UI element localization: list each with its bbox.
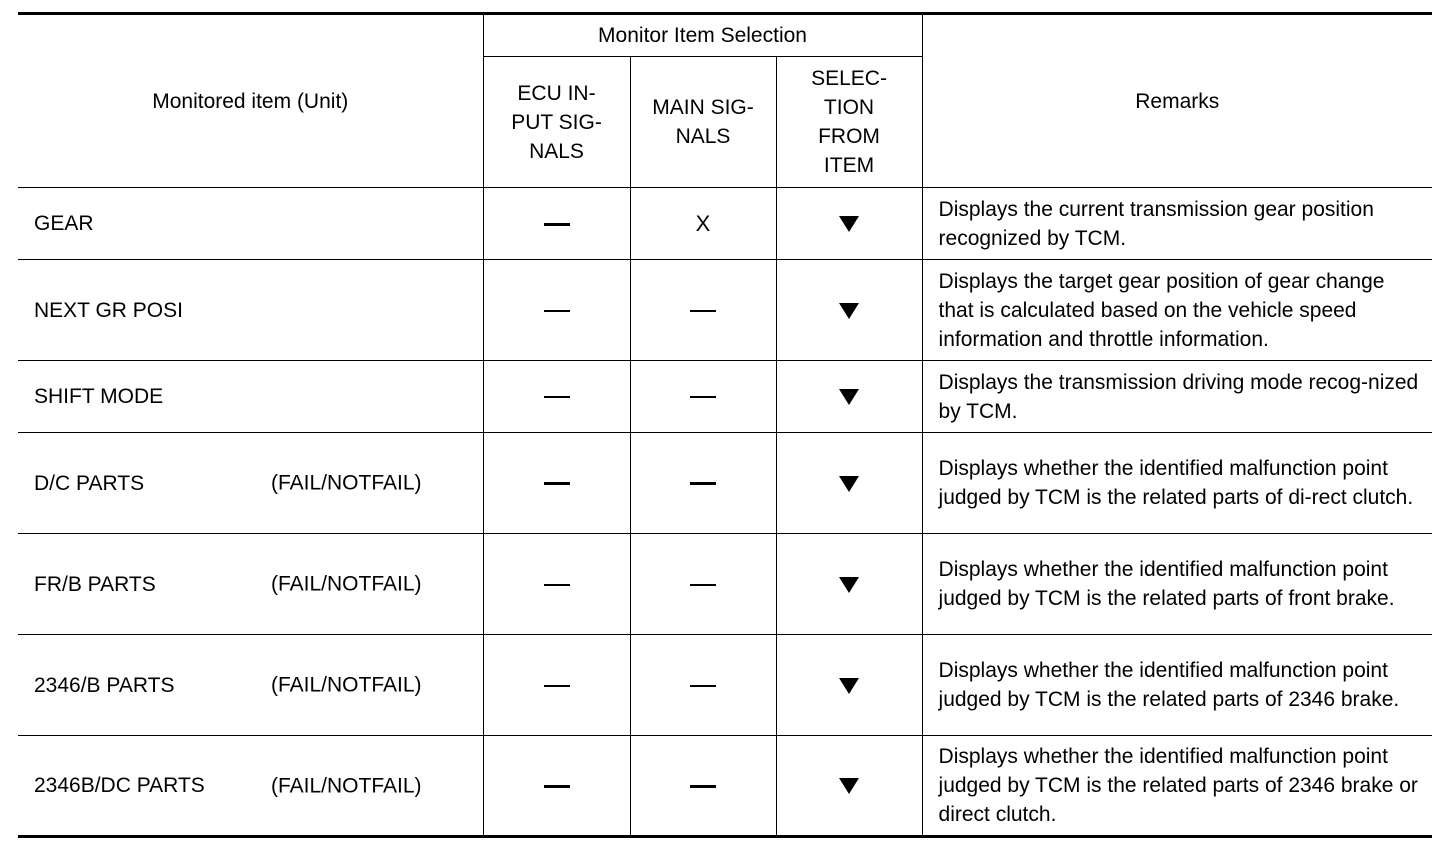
selection-from-item-cell xyxy=(776,188,922,260)
remarks-cell: Displays the target gear position of gear change that is calculated based on the vehicle speed information and throttle information. xyxy=(922,260,1432,361)
table-row xyxy=(18,361,1432,433)
dash-mark xyxy=(544,785,570,788)
triangle-down-icon xyxy=(839,216,859,232)
monitored-item-name: D/C PARTS xyxy=(34,471,145,495)
monitored-item-cell xyxy=(18,635,483,736)
ecu-input-signals-cell xyxy=(483,188,630,260)
dash-mark xyxy=(544,482,570,485)
ecu-input-signals-cell xyxy=(483,433,630,534)
monitored-item-name: 2346/B PARTS xyxy=(34,673,175,697)
selection-from-item-cell xyxy=(776,534,922,635)
monitored-item-name: FR/B PARTS xyxy=(34,572,156,596)
header-monitor-item-selection: Monitor Item Selection xyxy=(483,14,922,57)
monitored-item-name: SHIFT MODE xyxy=(34,385,164,408)
dash-mark xyxy=(690,584,716,586)
ecu-input-signals-cell xyxy=(483,635,630,736)
triangle-down-icon xyxy=(839,778,859,794)
main-signals-cell xyxy=(630,433,776,534)
monitored-item-name: 2346B/DC PARTS xyxy=(34,774,205,797)
main-signals-cell xyxy=(630,635,776,736)
x-mark: X xyxy=(695,210,711,236)
dash-mark xyxy=(544,310,570,312)
dash-mark xyxy=(544,685,570,687)
remarks-cell: Displays whether the identified malfunction point judged by TCM is the related parts of front brake. xyxy=(922,534,1432,635)
monitored-item-cell xyxy=(18,736,483,837)
monitored-item-cell xyxy=(18,188,483,260)
table-row xyxy=(18,188,1432,260)
table-row xyxy=(18,433,1432,534)
triangle-down-icon xyxy=(839,476,859,492)
main-signals-cell xyxy=(630,736,776,837)
header-main-signals: MAIN SIG- NALS xyxy=(630,57,776,188)
monitored-item-cell xyxy=(18,433,483,534)
table-row xyxy=(18,635,1432,736)
dash-mark xyxy=(690,685,716,687)
selection-from-item-cell xyxy=(776,736,922,837)
dash-mark xyxy=(690,785,716,788)
dash-mark xyxy=(544,584,570,586)
main-signals-cell xyxy=(630,260,776,361)
monitored-item-unit: (FAIL/NOTFAIL) xyxy=(271,673,422,697)
monitored-item-cell xyxy=(18,260,483,361)
table-row xyxy=(18,736,1432,837)
table-row xyxy=(18,260,1432,361)
header-monitored-item: Monitored item (Unit) xyxy=(18,14,483,188)
header-remarks: Remarks xyxy=(922,14,1432,188)
ecu-input-signals-cell xyxy=(483,361,630,433)
table-body xyxy=(18,188,1432,837)
ecu-input-signals-cell xyxy=(483,260,630,361)
remarks-cell: Displays whether the identified malfunction point judged by TCM is the related parts of di-rect clutch. xyxy=(922,433,1432,534)
ecu-input-signals-cell xyxy=(483,736,630,837)
triangle-down-icon xyxy=(839,303,859,319)
remarks-cell: Displays the transmission driving mode recog-nized by TCM. xyxy=(922,361,1432,433)
monitored-item-cell xyxy=(18,534,483,635)
monitor-item-table-container xyxy=(18,12,1432,838)
dash-mark xyxy=(690,310,716,312)
triangle-down-icon xyxy=(839,389,859,405)
monitor-item-table xyxy=(18,12,1432,838)
monitored-item-name: GEAR xyxy=(34,212,94,235)
triangle-down-icon xyxy=(839,678,859,694)
table-header xyxy=(18,14,1432,188)
remarks-cell: Displays whether the identified malfunction point judged by TCM is the related parts of 2346 brake. xyxy=(922,635,1432,736)
selection-from-item-cell xyxy=(776,260,922,361)
main-signals-cell xyxy=(630,534,776,635)
remarks-cell: Displays the current transmission gear position recognized by TCM. xyxy=(922,188,1432,260)
selection-from-item-cell xyxy=(776,433,922,534)
main-signals-cell xyxy=(630,188,776,260)
dash-mark xyxy=(544,396,570,398)
selection-from-item-cell xyxy=(776,635,922,736)
monitored-item-unit: (FAIL/NOTFAIL) xyxy=(271,774,422,797)
header-ecu-input-signals: ECU IN- PUT SIG- NALS xyxy=(483,57,630,188)
monitored-item-cell xyxy=(18,361,483,433)
monitored-item-unit: (FAIL/NOTFAIL) xyxy=(271,471,422,495)
dash-mark xyxy=(690,396,716,398)
remarks-cell: Displays whether the identified malfunction point judged by TCM is the related parts of 2346 brake or direct clutch. xyxy=(922,736,1432,837)
table-row xyxy=(18,534,1432,635)
monitored-item-name: NEXT GR POSI xyxy=(34,298,183,322)
ecu-input-signals-cell xyxy=(483,534,630,635)
triangle-down-icon xyxy=(839,577,859,593)
monitored-item-unit: (FAIL/NOTFAIL) xyxy=(271,572,422,596)
selection-from-item-cell xyxy=(776,361,922,433)
dash-mark xyxy=(544,223,570,226)
header-selection-from-item: SELEC- TION FROM ITEM xyxy=(776,57,922,188)
main-signals-cell xyxy=(630,361,776,433)
dash-mark xyxy=(690,482,716,485)
